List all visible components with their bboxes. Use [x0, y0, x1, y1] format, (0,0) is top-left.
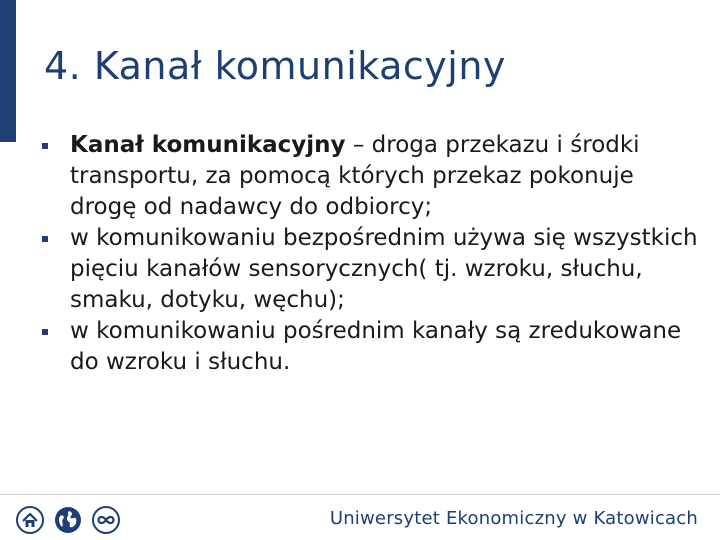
bullet-text: w komunikowaniu pośrednim kanały są zredukowane do wzroku i słuchu.: [70, 318, 682, 375]
bullet-item: [40, 223, 700, 316]
bullet-marker: [42, 236, 48, 242]
globe-icon[interactable]: [54, 506, 82, 534]
bullet-marker: [42, 143, 48, 149]
university-name: Uniwersytet Ekonomiczny w Katowicach: [329, 508, 698, 529]
bullet-list: [40, 130, 700, 378]
bullet-item: [40, 316, 700, 378]
infinity-icon[interactable]: [92, 506, 120, 534]
title-accent-bar: [0, 0, 16, 142]
bullet-text: – droga przekazu i środki transportu, za pomocą których przekaz pokonuje drogę od nadawcy do odbiorcy;: [70, 132, 640, 220]
footer-divider: [0, 494, 720, 495]
bullet-item: [40, 130, 700, 223]
bullet-text: w komunikowaniu bezpośrednim używa się wszystkich pięciu kanałów sensorycznych( tj. wzroku, słuchu, smaku, dotyku, węchu);: [70, 225, 698, 313]
bullet-bold-term: Kanał komunikacyjny: [70, 132, 346, 158]
home-icon[interactable]: [16, 506, 44, 534]
bullet-marker: [42, 329, 48, 335]
footer-icon-bar: [16, 506, 120, 534]
slide-title: 4. Kanał komunikacyjny: [44, 44, 506, 88]
